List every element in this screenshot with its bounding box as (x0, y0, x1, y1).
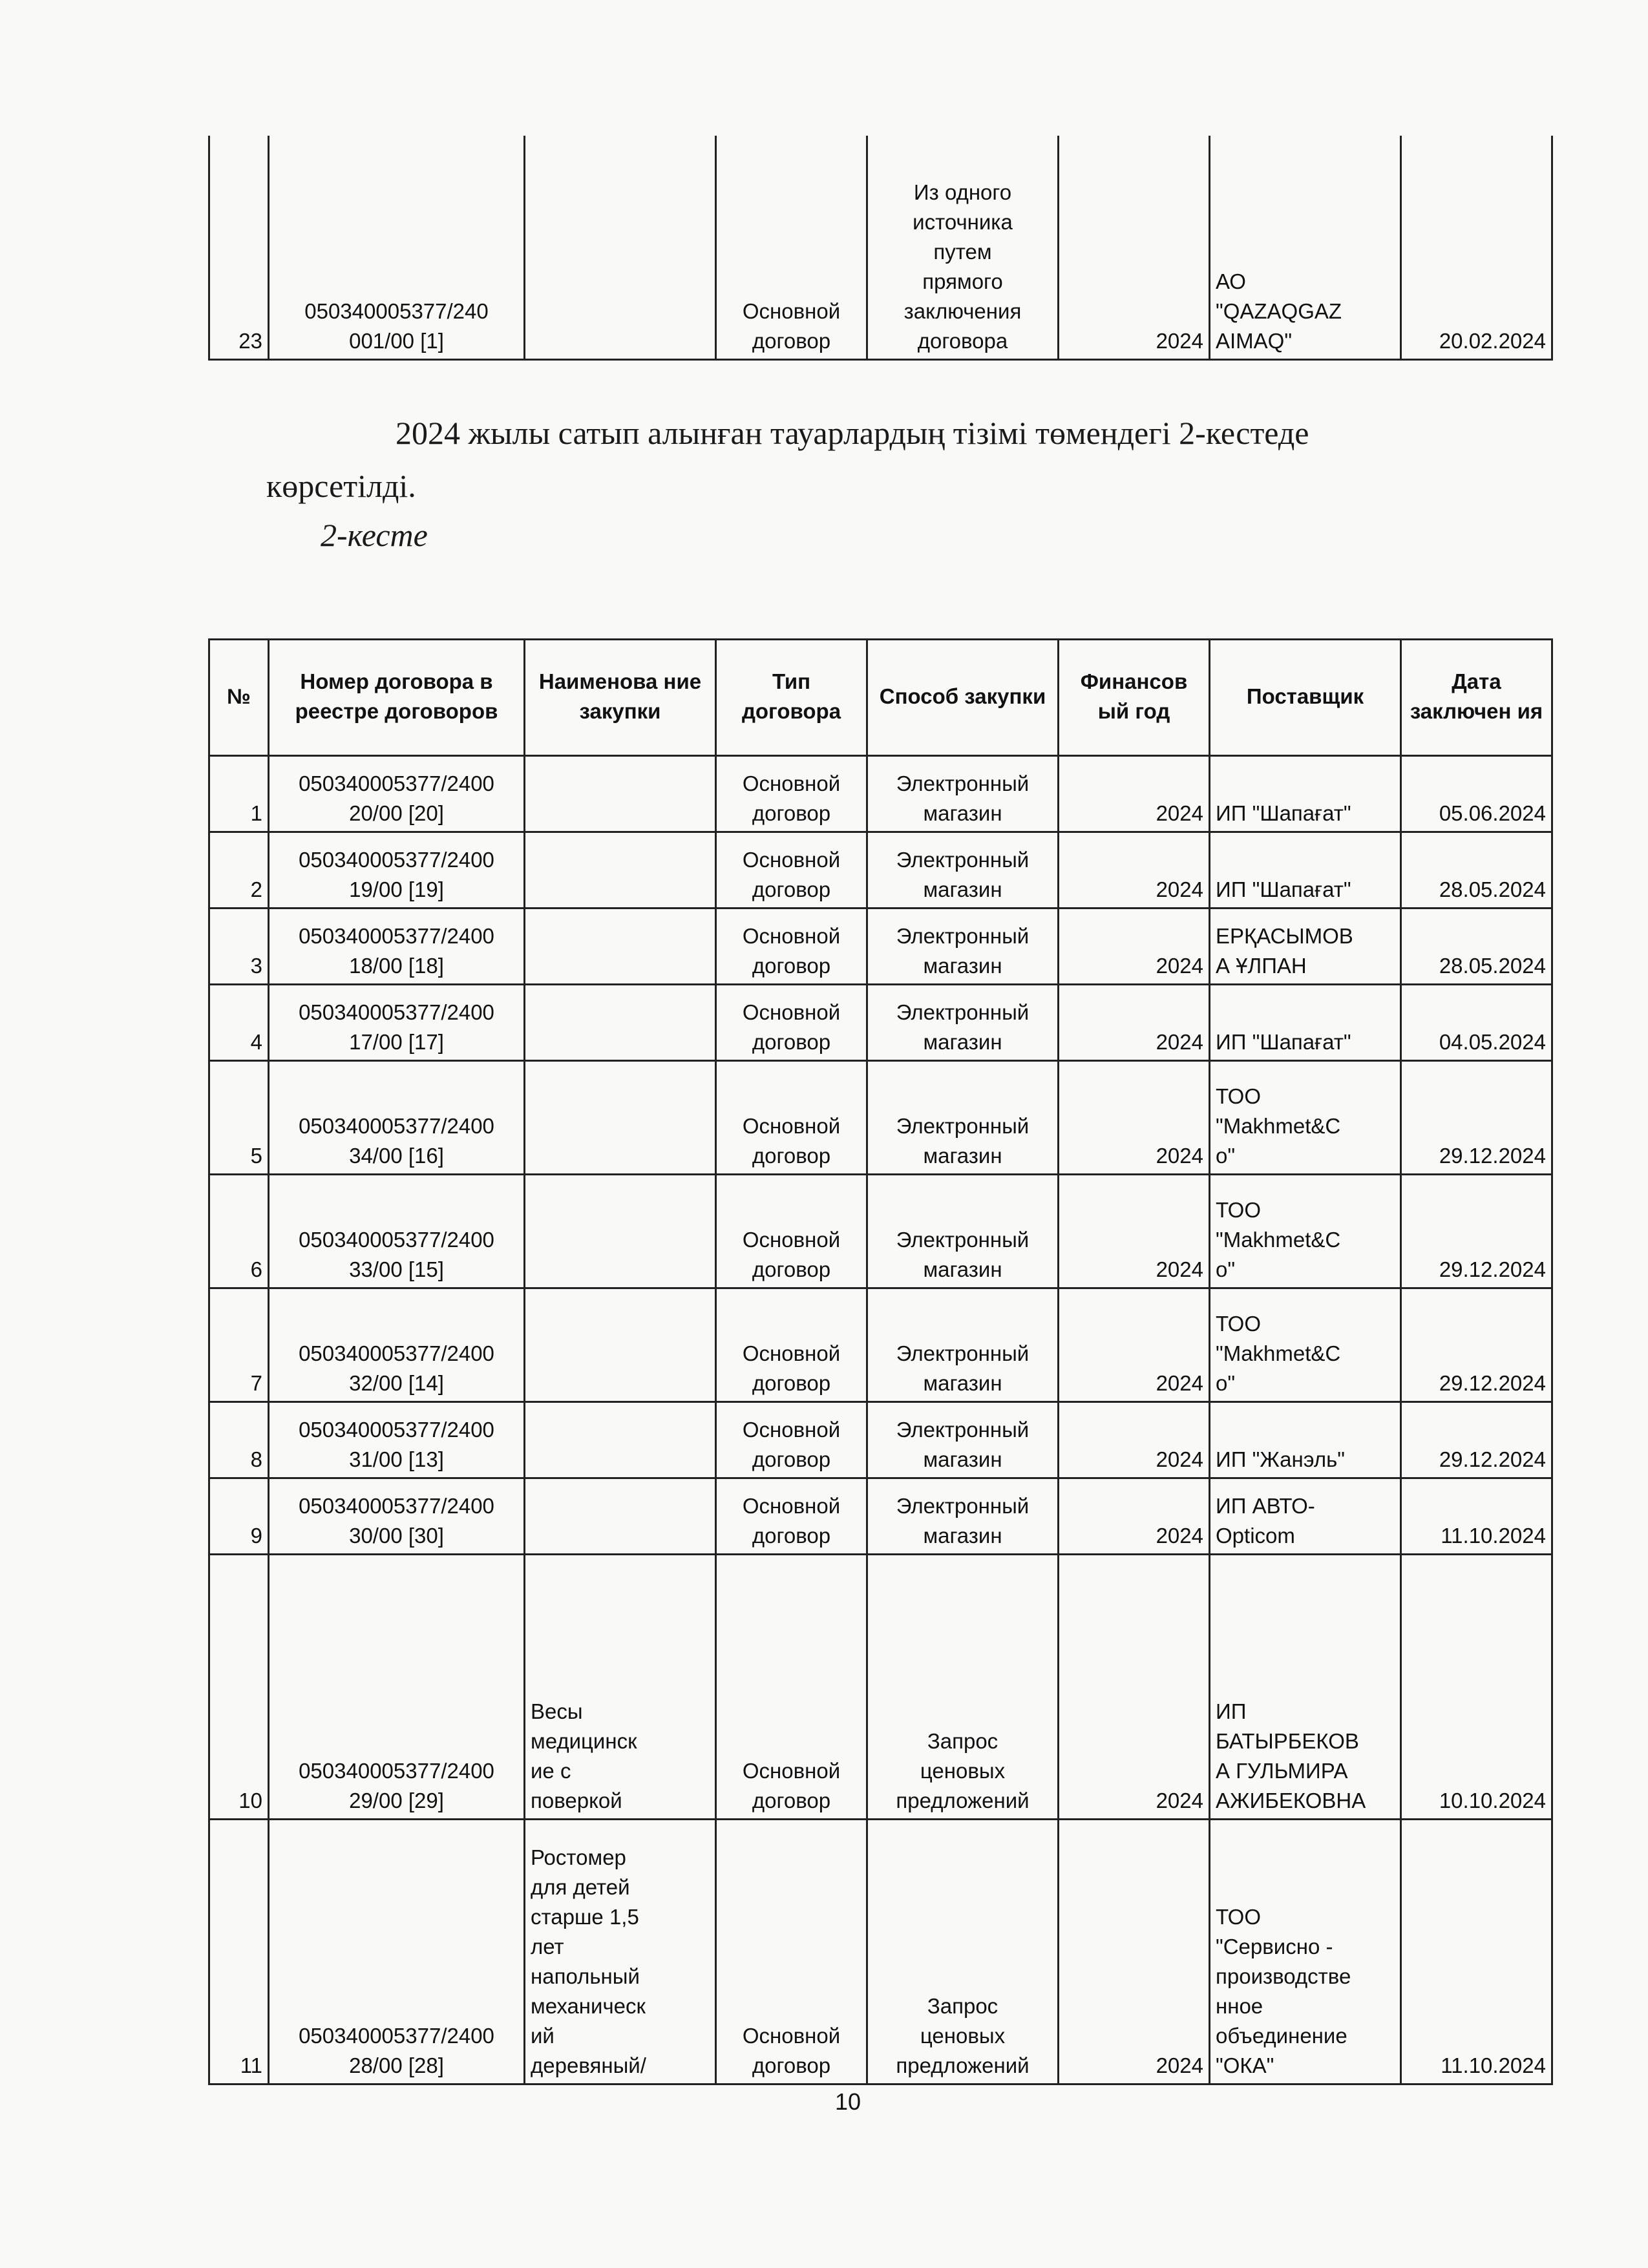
header-number: Номер договора в реестре договоров (269, 640, 525, 756)
continuation-table (208, 136, 1553, 361)
conclusion-date: 29.12.2024 (1401, 1402, 1552, 1478)
supplier: ИП "Жанэль" (1210, 1402, 1401, 1478)
table-caption: 2-кесте (321, 517, 428, 553)
supplier: ИП "Шапағат" (1210, 832, 1401, 908)
purchase-name (525, 1288, 716, 1402)
contract-type: Основной договор (716, 1820, 867, 2084)
contract-type: Основной договор (716, 908, 867, 985)
header-method: Способ закупки (867, 640, 1059, 756)
supplier: ИП "Шапағат" (1210, 985, 1401, 1061)
purchase-name (525, 136, 716, 359)
contract-type: Основной договор (716, 985, 867, 1061)
fiscal-year: 2024 (1059, 832, 1210, 908)
supplier: ИП БАТЫРБЕКОВ А ГУЛЬМИРА АЖИБЕКОВНА (1210, 1555, 1401, 1820)
row-no: 10 (209, 1555, 269, 1820)
fiscal-year: 2024 (1059, 756, 1210, 832)
page-number: 10 (835, 2088, 861, 2115)
purchase-name: Ростомер для детей старше 1,5 лет напольный механическ ий деревяный/ (525, 1820, 716, 2084)
contract-number: 050340005377/2400 33/00 [15] (269, 1175, 525, 1288)
contract-type: Основной договор (716, 1478, 867, 1555)
row-no: 11 (209, 1820, 269, 2084)
purchase-name (525, 1402, 716, 1478)
purchase-method: Электронный магазин (867, 756, 1059, 832)
supplier: ТОО "Makhmet&C o" (1210, 1175, 1401, 1288)
supplier: ТОО "Makhmet&C o" (1210, 1288, 1401, 1402)
contract-type: Основной договор (716, 756, 867, 832)
purchase-name: Весы медицинск ие с поверкой (525, 1555, 716, 1820)
contract-type: Основной договор (716, 136, 867, 359)
purchase-method: Электронный магазин (867, 1288, 1059, 1402)
purchase-method: Запрос ценовых предложений (867, 1820, 1059, 2084)
table-row (209, 985, 1552, 1061)
contract-type: Основной договор (716, 1288, 867, 1402)
row-no: 23 (209, 136, 269, 359)
purchase-method: Запрос ценовых предложений (867, 1555, 1059, 1820)
contract-number: 050340005377/2400 34/00 [16] (269, 1061, 525, 1175)
supplier: ЕРҚАСЫМОВ А ҰЛПАН (1210, 908, 1401, 985)
conclusion-date: 28.05.2024 (1401, 908, 1552, 985)
table-row (209, 1175, 1552, 1288)
contract-number: 050340005377/2400 29/00 [29] (269, 1555, 525, 1820)
table-row (209, 1820, 1552, 2084)
header-name: Наименова ние закупки (525, 640, 716, 756)
purchase-name (525, 985, 716, 1061)
table-row (209, 136, 1552, 359)
contract-number: 050340005377/240 001/00 [1] (269, 136, 525, 359)
purchase-method: Электронный магазин (867, 832, 1059, 908)
supplier: ТОО "Makhmet&C o" (1210, 1061, 1401, 1175)
fiscal-year: 2024 (1059, 1175, 1210, 1288)
row-no: 3 (209, 908, 269, 985)
contract-type: Основной договор (716, 832, 867, 908)
purchase-name (525, 756, 716, 832)
table-row (209, 1478, 1552, 1555)
conclusion-date: 29.12.2024 (1401, 1061, 1552, 1175)
row-no: 6 (209, 1175, 269, 1288)
contract-number: 050340005377/2400 28/00 [28] (269, 1820, 525, 2084)
row-no: 8 (209, 1402, 269, 1478)
supplier: ТОО "Сервисно - производстве нное объединение "ОКА" (1210, 1820, 1401, 2084)
table-row (209, 1402, 1552, 1478)
conclusion-date: 20.02.2024 (1401, 136, 1552, 359)
purchase-name (525, 1478, 716, 1555)
table-row (209, 908, 1552, 985)
conclusion-date: 05.06.2024 (1401, 756, 1552, 832)
purchase-name (525, 1175, 716, 1288)
fiscal-year: 2024 (1059, 985, 1210, 1061)
purchase-name (525, 832, 716, 908)
table-row (209, 1555, 1552, 1820)
purchase-method: Электронный магазин (867, 1402, 1059, 1478)
paragraph-line-2: көрсетілді. (266, 468, 416, 504)
conclusion-date: 11.10.2024 (1401, 1820, 1552, 2084)
fiscal-year: 2024 (1059, 136, 1210, 359)
contract-number: 050340005377/2400 30/00 [30] (269, 1478, 525, 1555)
contract-number: 050340005377/2400 19/00 [19] (269, 832, 525, 908)
header-year: Финансов ый год (1059, 640, 1210, 756)
header-supplier: Поставщик (1210, 640, 1401, 756)
conclusion-date: 29.12.2024 (1401, 1175, 1552, 1288)
fiscal-year: 2024 (1059, 1288, 1210, 1402)
contract-type: Основной договор (716, 1555, 867, 1820)
header-no: № (209, 640, 269, 756)
supplier: ИП АВТО- Opticom (1210, 1478, 1401, 1555)
row-no: 2 (209, 832, 269, 908)
conclusion-date: 28.05.2024 (1401, 832, 1552, 908)
purchase-method: Электронный магазин (867, 1061, 1059, 1175)
purchases-table (208, 638, 1553, 2085)
supplier: ИП "Шапағат" (1210, 756, 1401, 832)
header-row (209, 640, 1552, 756)
conclusion-date: 29.12.2024 (1401, 1288, 1552, 1402)
header-type: Тип договора (716, 640, 867, 756)
row-no: 4 (209, 985, 269, 1061)
purchase-method: Электронный магазин (867, 985, 1059, 1061)
contract-number: 050340005377/2400 17/00 [17] (269, 985, 525, 1061)
row-no: 7 (209, 1288, 269, 1402)
conclusion-date: 04.05.2024 (1401, 985, 1552, 1061)
contract-type: Основной договор (716, 1175, 867, 1288)
purchase-method: Электронный магазин (867, 1175, 1059, 1288)
contract-number: 050340005377/2400 32/00 [14] (269, 1288, 525, 1402)
header-date: Дата заключен ия (1401, 640, 1552, 756)
purchase-method: Электронный магазин (867, 908, 1059, 985)
conclusion-date: 10.10.2024 (1401, 1555, 1552, 1820)
purchase-name (525, 1061, 716, 1175)
table-row (209, 1061, 1552, 1175)
supplier: АО "QAZAQGAZ AIMAQ" (1210, 136, 1401, 359)
row-no: 1 (209, 756, 269, 832)
row-no: 9 (209, 1478, 269, 1555)
fiscal-year: 2024 (1059, 1402, 1210, 1478)
fiscal-year: 2024 (1059, 1555, 1210, 1820)
table-row (209, 1288, 1552, 1402)
purchase-name (525, 908, 716, 985)
table-body (209, 756, 1552, 2084)
table-row (209, 756, 1552, 832)
fiscal-year: 2024 (1059, 1061, 1210, 1175)
contract-number: 050340005377/2400 31/00 [13] (269, 1402, 525, 1478)
table-row (209, 832, 1552, 908)
contract-number: 050340005377/2400 20/00 [20] (269, 756, 525, 832)
fiscal-year: 2024 (1059, 1820, 1210, 2084)
purchase-method: Электронный магазин (867, 1478, 1059, 1555)
row-no: 5 (209, 1061, 269, 1175)
purchase-method: Из одного источника путем прямого заключения договора (867, 136, 1059, 359)
contract-type: Основной договор (716, 1402, 867, 1478)
fiscal-year: 2024 (1059, 1478, 1210, 1555)
conclusion-date: 11.10.2024 (1401, 1478, 1552, 1555)
contract-type: Основной договор (716, 1061, 867, 1175)
fiscal-year: 2024 (1059, 908, 1210, 985)
paragraph-line-1: 2024 жылы сатып алынған тауарлардың тізімі төмендегі 2-кестеде (396, 415, 1309, 451)
contract-number: 050340005377/2400 18/00 [18] (269, 908, 525, 985)
